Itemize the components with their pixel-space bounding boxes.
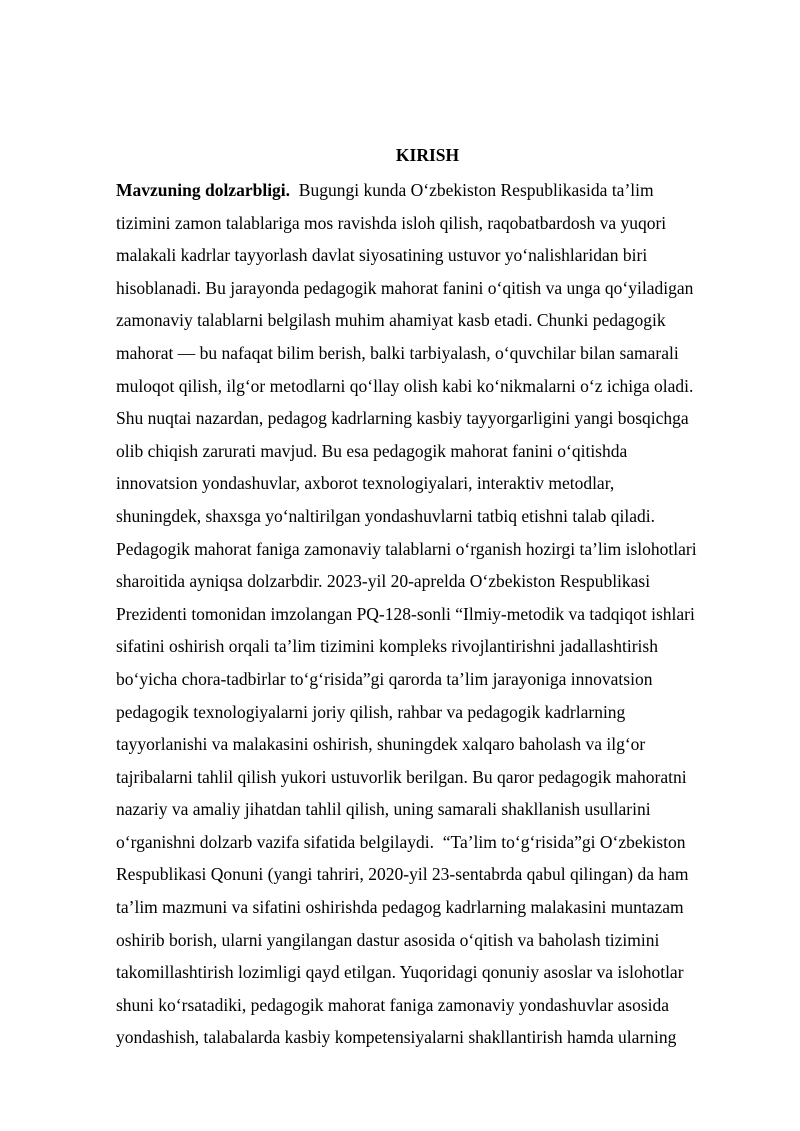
text-line: tayyorlanishi va malakasini oshirish, shuningdek xalqaro baholash va ilg‘or — [116, 734, 646, 755]
section-heading: KIRISH — [395, 145, 460, 165]
text-line: oshirib borish, ularni yangilangan dastur asosida o‘qitish va baholash tizimini — [116, 929, 660, 950]
text-line: Respublikasi Qonuni (yangi tahriri, 2020-yil 23-sentabrda qabul qilingan) da ham — [116, 864, 689, 885]
text-line-1 — [116, 174, 736, 207]
text-line: innovatsion yondashuvlar, axborot texnologiyalari, interaktiv metodlar, — [116, 473, 615, 494]
text-line: Shu nuqtai nazardan, pedagog kadrlarning kasbiy tayyorgarligini yangi bosqichga — [116, 408, 689, 429]
text-line: nazariy va amaliy jihatdan tahlil qilish, uning samarali shakllanish usullarini — [116, 799, 651, 820]
text-line: shuningdek, shaxsga yo‘naltirilgan yondashuvlarni tatbiq etishni talab qiladi. — [116, 505, 655, 526]
text-line: ta’lim mazmuni va sifatini oshirishda pedagog kadrlarning malakasini muntazam — [116, 897, 684, 918]
text-line: o‘rganishni dolzarb vazifa sifatida belgilaydi. “Ta’lim to‘g‘risida”gi O‘zbekiston — [116, 831, 686, 852]
text-line: muloqot qilish, ilg‘or metodlarni qo‘llay olish kabi ko‘nikmalarni o‘z ichiga oladi. — [116, 375, 694, 396]
text-line: olib chiqish zarurati mavjud. Bu esa pedagogik mahorat fanini o‘qitishda — [116, 440, 628, 461]
text-line: tizimini zamon talablariga mos ravishda isloh qilish, raqobatbardosh va yuqori — [116, 212, 667, 233]
text-line: bo‘yicha chora-tadbirlar to‘g‘risida”gi qarorda ta’lim jarayoniga innovatsion — [116, 668, 653, 689]
text-line: mahorat — bu nafaqat bilim berish, balki tarbiyalash, o‘quvchilar bilan samarali — [116, 342, 679, 363]
text-line: Pedagogik mahorat faniga zamonaviy talablarni o‘rganish hozirgi ta’lim islohotlari — [116, 538, 697, 559]
text-line: zamonaviy talablarni belgilash muhim ahamiyat kasb etadi. Chunki pedagogik — [116, 310, 666, 331]
text-line: sharoitida ayniqsa dolzarbdir. 2023-yil 20-aprelda O‘zbekiston Respublikasi — [116, 571, 651, 592]
text-line: shuni ko‘rsatadiki, pedagogik mahorat faniga zamonaviy yondashuvlar asosida — [116, 994, 670, 1015]
text-line: tajribalarni tahlil qilish yukori ustuvorlik berilgan. Bu qaror pedagogik mahoratni — [116, 766, 687, 787]
text-line: Prezidenti tomonidan imzolangan PQ-128-sonli “Ilmiy-metodik va tadqiqot ishlari — [116, 603, 695, 624]
text-line: yondashish, talabalarda kasbiy kompetensiyalarni shakllantirish hamda ularning — [116, 1027, 677, 1048]
text-line: hisoblanadi. Bu jarayonda pedagogik mahorat fanini o‘qitish va unga qo‘yiladigan — [116, 277, 694, 298]
text-line-1-rest: Bugungi kunda O‘zbekiston Respublikasida ta’lim — [290, 180, 654, 200]
text-line: sifatini oshirish orqali ta’lim tizimini kompleks rivojlantirishni jadallashtirish — [116, 636, 658, 657]
text-line: malakali kadrlar tayyorlash davlat siyosatining ustuvor yo‘nalishlaridan biri — [116, 245, 648, 266]
lead-term: Mavzuning dolzarbligi. — [116, 180, 291, 200]
text-line: takomillashtirish lozimligi qayd etilgan. Yuqoridagi qonuniy asoslar va islohotlar — [116, 962, 684, 983]
body-text — [116, 174, 736, 1054]
text-line: pedagogik texnologiyalarni joriy qilish, rahbar va pedagogik kadrlarning — [116, 701, 626, 722]
